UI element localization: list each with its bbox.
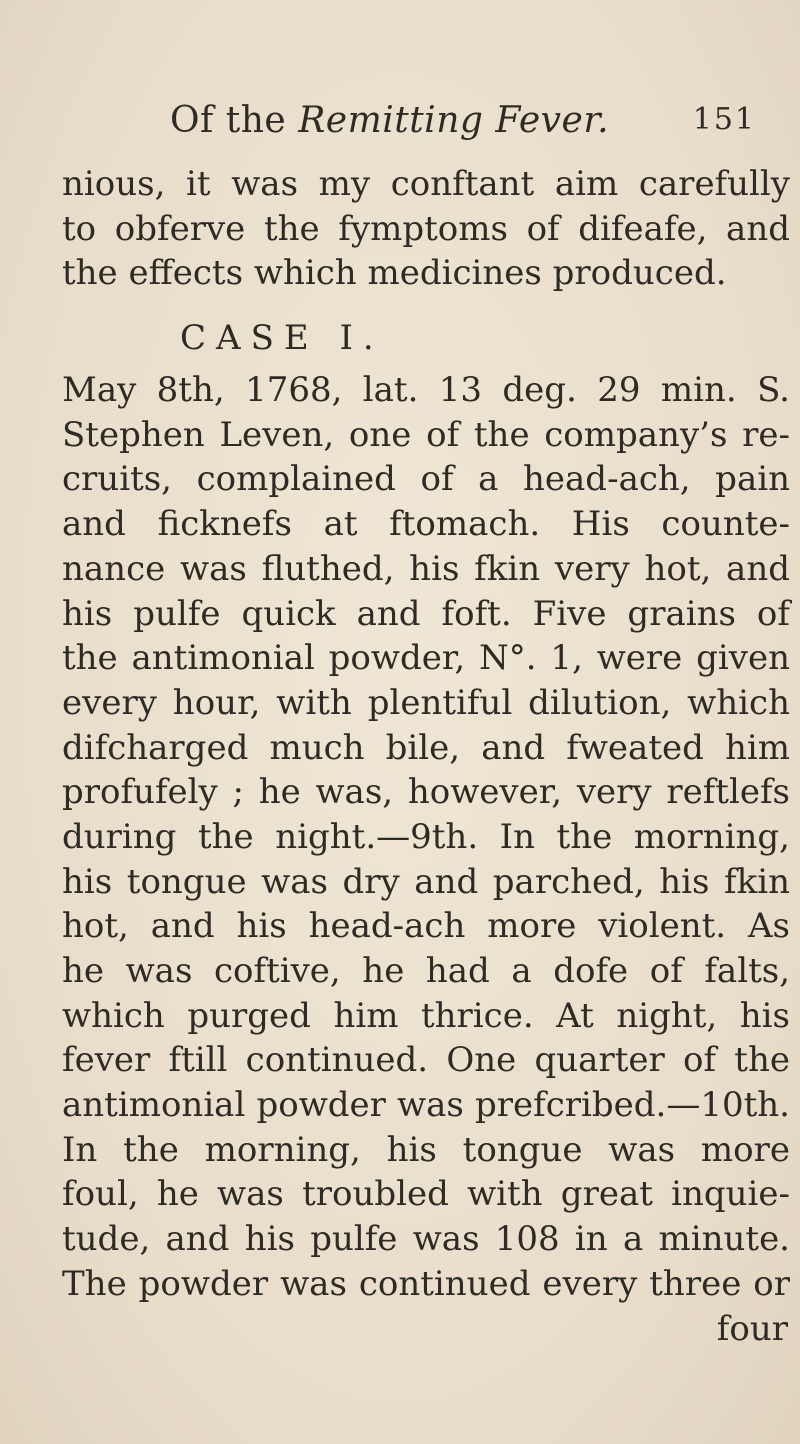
- text-line: and ficknefs at ftomach. His counte-: [62, 504, 790, 545]
- text-line: The powder was continued every three or: [62, 1263, 790, 1304]
- running-title: [170, 100, 609, 141]
- running-head: [120, 100, 760, 150]
- text-line: the antimonial powder, N°. 1, were given: [62, 638, 790, 679]
- text-line: nious, it was my conftant aim carefully: [62, 164, 790, 204]
- running-title-italic: Remitting Fever.: [298, 100, 610, 141]
- text-line: tude, and his pulfe was 108 in a minute.: [62, 1219, 790, 1260]
- text-line: fever ftill continued. One quarter of the: [62, 1040, 790, 1081]
- text-line: he was coftive, he had a dofe of falts,: [62, 951, 790, 991]
- text-line: his tongue was dry and parched, his fkin: [62, 861, 790, 902]
- text-line: the effects which medicines produced.: [62, 253, 727, 294]
- text-line: which purged him thrice. At night, his: [62, 995, 790, 1036]
- text-line: nance was fluthed, his fkin very hot, and: [62, 548, 790, 589]
- text-line: foul, he was troubled with great inquie-: [62, 1174, 790, 1215]
- text-line: In the morning, his tongue was more: [62, 1129, 790, 1170]
- text-line: Stephen Leven, one of the company’s re-: [62, 414, 790, 455]
- text-line: every hour, with plentiful dilution, which: [62, 682, 790, 723]
- text-line: antimonial powder was prefcribed.—10th.: [62, 1085, 790, 1126]
- text-line: to obferve the fymptoms of difeafe, and: [62, 208, 790, 249]
- case-heading: CASE I.: [180, 318, 384, 359]
- catchword: four: [716, 1308, 788, 1349]
- text-line: hot, and his head-ach more violent. As: [62, 906, 790, 947]
- text-line: cruits, complained of a head-ach, pain: [62, 459, 790, 500]
- text-line: May 8th, 1768, lat. 13 deg. 29 min. S.: [62, 370, 790, 411]
- text-line: profufely ; he was, however, very reftlefs: [62, 772, 790, 813]
- text-line: his pulfe quick and foft. Five grains of: [62, 593, 790, 634]
- running-title-prefix: Of the: [170, 100, 299, 141]
- text-line: during the night.—9th. In the morning,: [62, 816, 790, 857]
- page-number: 151: [692, 102, 756, 137]
- body-text: [62, 162, 790, 1351]
- text-line: difcharged much bile, and fweated him: [62, 727, 790, 768]
